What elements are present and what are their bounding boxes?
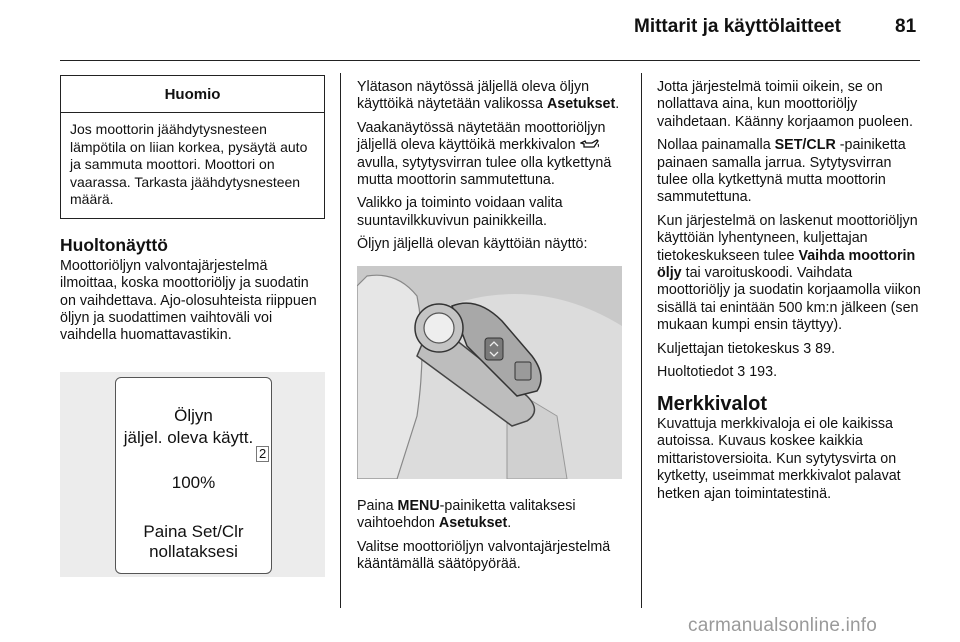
col2-paragraph-6: Valitse moottoriöljyn valvontajärjestelmä kääntämällä säätöpyörää.	[357, 538, 611, 573]
display-line-2: jäljel. oleva käytt.	[123, 427, 254, 447]
notice-box	[60, 75, 325, 219]
page-header-title: Mittarit ja käyttölaitteet	[634, 16, 841, 37]
service-display-text: Moottoriöljyn valvontajärjestelmä ilmoittaa, koska moottoriöljy ja suodatin on vaihdettava. Ajo-olosuhteista riippuen öljyn ja suodattimen vaihtoväli voi vaihdella huomattavastikin.	[60, 257, 317, 344]
col2-paragraph-1: Ylätason näytössä jäljellä oleva öljyn käyttöikä näytetään valikossa Asetukset.	[357, 79, 620, 113]
display-percent: 100%	[171, 472, 216, 492]
column-divider-2	[641, 73, 642, 608]
col3-paragraph-1: Jotta järjestelmä toimii oikein, se on nollattava aina, kun moottoriöljy vaihdetaan. Käänny korjaamon puoleen.	[657, 79, 913, 130]
display-bottom-line-1: Paina Set/Clr	[143, 521, 244, 541]
col2-paragraph-4: Öljyn jäljellä olevan käyttöiän näyttö:	[357, 236, 588, 253]
driver-info-centre-page-ref-link[interactable]: 3 89	[803, 340, 832, 357]
column-1	[60, 75, 325, 577]
col3-paragraph-2: Nollaa painamalla SET/CLR -painiketta painaen samalla jarrua. Sytytysvirran tulee olla kytkettynä mutta moottorin sammutettuna.	[657, 137, 906, 206]
service-display-heading: Huoltonäyttö	[60, 235, 168, 256]
col2-paragraph-2: Vaakanäytössä näytetään moottoriöljyn jäljellä oleva käyttöikä merkkivalon avulla, sytytysvirran tulee olla kytkettynä mutta moottorin sammutettuna.	[357, 119, 612, 189]
display-bottom-line-2: nollataksesi	[149, 541, 238, 561]
display-line-1: Öljyn	[174, 405, 213, 425]
header-divider	[60, 60, 920, 61]
service-info-page-ref-link[interactable]: 3 193	[737, 364, 774, 381]
col3-paragraph-5: Huoltotiedot 3 193.	[657, 364, 778, 381]
display-page-badge: 2	[256, 446, 269, 462]
col3-paragraph-3: Kun järjestelmä on laskenut moottoriöljyn käyttöiän lyhentyneen, kuljettajan tietokeskukseen tulee Vaihda moottorin öljy tai varoituskoodi. Vaihdata moottoriöljy ja suodatin korjaamolla viikon sisällä tai enintään 500 km:n jälkeen (sen mukaan kumpi ensin täyttyy).	[657, 212, 921, 334]
col3-paragraph-4: Kuljettajan tietokeskus 3 89.	[657, 340, 836, 357]
notice-title: Huomio	[61, 76, 324, 113]
column-2	[357, 79, 625, 580]
column-3	[657, 79, 923, 509]
col2-paragraph-3: Valikko ja toiminto voidaan valita suuntavilkkuvivun painikkeilla.	[357, 195, 563, 229]
col2-paragraph-5: Paina MENU-painiketta valitaksesi vaihtoehdon Asetukset.	[357, 498, 576, 532]
warning-lights-heading: Merkkivalot	[657, 392, 768, 415]
watermark: carmanualsonline.info	[688, 615, 878, 636]
oil-life-display-panel	[115, 377, 272, 574]
col3-paragraph-6: Kuvattuja merkkivaloja ei ole kaikissa autoissa. Kuvaus koskee kaikkia mittaristoversioita. Kun sytytysvirta on kytketty, useimmat merkkivalot palavat hetken ajan toimintatestinä.	[657, 415, 901, 502]
page-number: 81	[895, 16, 917, 37]
oil-can-icon	[580, 138, 600, 150]
turn-signal-lever-illustration	[357, 266, 622, 479]
notice-body: Jos moottorin jäähdytysnesteen lämpötila on liian korkea, pysäytä auto ja sammuta moottori. Moottori on vaarassa. Tarkasta jäähdytysnesteen määrä.	[70, 121, 308, 208]
column-divider-1	[340, 73, 341, 608]
oil-life-display-figure	[60, 372, 325, 577]
